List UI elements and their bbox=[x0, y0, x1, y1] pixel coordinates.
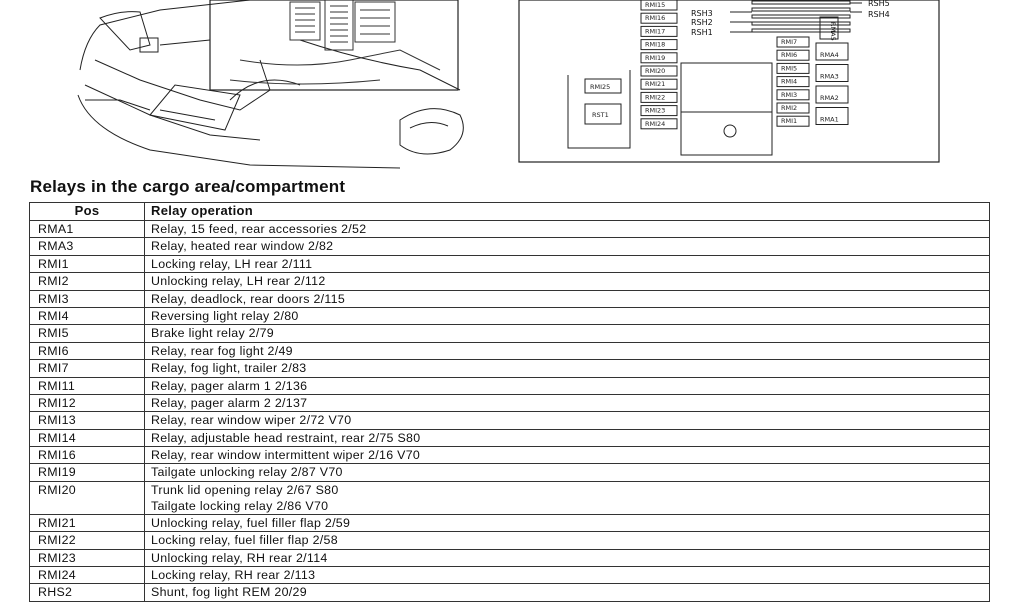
relay-operation bbox=[145, 307, 990, 324]
relay-operation bbox=[145, 447, 990, 464]
relay-table-body bbox=[30, 221, 990, 602]
relay-box-label: RMI3 bbox=[781, 90, 798, 99]
relay-box-label: RMI5 bbox=[781, 64, 798, 73]
relay-operation-text: Relay, rear window wiper 2/72 V70 bbox=[151, 413, 352, 428]
relay-operation-text: Tailgate locking relay 2/86 V70 bbox=[151, 498, 329, 513]
relay-position: RHS2 bbox=[30, 584, 145, 601]
relay-box-label: RMA1 bbox=[820, 115, 839, 124]
relay-operation-text: Relay, adjustable head restraint, rear 2/75 S80 bbox=[151, 430, 421, 445]
relay-position: RMI7 bbox=[30, 360, 145, 377]
table-row bbox=[30, 549, 990, 566]
relay-operation-text: Unlocking relay, LH rear 2/112 bbox=[151, 274, 326, 289]
relay-operation-text: Tailgate unlocking relay 2/87 V70 bbox=[151, 465, 343, 480]
relay-operation-text: Relay, pager alarm 2 2/137 bbox=[151, 395, 308, 410]
relay-operation bbox=[145, 273, 990, 290]
table-row bbox=[30, 342, 990, 359]
cargo-area-illustration bbox=[78, 0, 463, 168]
table-row bbox=[30, 514, 990, 531]
relay-box-label: RMA2 bbox=[820, 94, 839, 102]
relay-operation bbox=[145, 255, 990, 272]
shunt-label-rsh3: RSH3 bbox=[691, 9, 713, 18]
section-title: Relays in the cargo area/compartment bbox=[30, 177, 346, 196]
relay-operation bbox=[145, 532, 990, 549]
shunt-label-rsh2: RSH2 bbox=[691, 18, 713, 27]
shunt-label-rsh4: RSH4 bbox=[868, 10, 890, 19]
relay-operation bbox=[145, 514, 990, 531]
relay-position: RMI24 bbox=[30, 567, 145, 584]
relay-operation bbox=[145, 412, 990, 429]
relay-operation bbox=[145, 567, 990, 584]
relay-box-label: RMI2 bbox=[781, 104, 798, 112]
relay-box-label: RMI18 bbox=[645, 40, 666, 49]
relay-position: RMA3 bbox=[30, 238, 145, 255]
relay-box-label: RMI17 bbox=[645, 27, 666, 36]
relay-table bbox=[29, 202, 990, 602]
relay-operation-text: Relay, heated rear window 2/82 bbox=[151, 239, 334, 254]
relay-operation-text: Shunt, fog light REM 20/29 bbox=[151, 585, 307, 600]
relay-box-label: RMA4 bbox=[820, 51, 839, 59]
relay-position: RMI23 bbox=[30, 549, 145, 566]
relay-position: RMI2 bbox=[30, 273, 145, 290]
relay-rma5-label: RMA5 bbox=[829, 22, 837, 41]
relay-box-schematic bbox=[519, 0, 939, 162]
table-row bbox=[30, 307, 990, 324]
relay-position: RMA1 bbox=[30, 221, 145, 238]
table-row bbox=[30, 377, 990, 394]
table-row bbox=[30, 429, 990, 446]
relay-operation-text: Relay, rear fog light 2/49 bbox=[151, 343, 293, 358]
relay-box-label: RMI23 bbox=[645, 106, 666, 115]
relay-position: RMI16 bbox=[30, 447, 145, 464]
relay-position: RMI4 bbox=[30, 307, 145, 324]
relay-box-label: RMI16 bbox=[645, 14, 666, 23]
relay-box-label: RMI4 bbox=[781, 77, 798, 86]
table-row bbox=[30, 567, 990, 584]
relay-operation bbox=[145, 238, 990, 255]
relay-box-label: RMI15 bbox=[645, 1, 666, 9]
table-row bbox=[30, 255, 990, 272]
relay-box-label: RMI24 bbox=[645, 119, 666, 128]
table-row bbox=[30, 273, 990, 290]
relay-operation-text: Brake light relay 2/79 bbox=[151, 326, 274, 341]
relay-operation-text: Reversing light relay 2/80 bbox=[151, 308, 299, 323]
table-row bbox=[30, 360, 990, 377]
relay-position: RMI5 bbox=[30, 325, 145, 342]
table-header-row bbox=[30, 203, 990, 221]
relay-position: RMI14 bbox=[30, 429, 145, 446]
relay-operation-text: Relay, 15 feed, rear accessories 2/52 bbox=[151, 222, 367, 236]
column-header-operation: Relay operation bbox=[145, 203, 990, 221]
shunt-label-rsh1: RSH1 bbox=[691, 28, 713, 37]
relay-box-label: RMI22 bbox=[645, 93, 666, 102]
relay-operation bbox=[145, 464, 990, 481]
column-header-pos: Pos bbox=[30, 203, 145, 221]
table-row bbox=[30, 481, 990, 514]
relay-box-label: RMI20 bbox=[645, 67, 666, 75]
relay-position: RMI13 bbox=[30, 412, 145, 429]
relay-position: RMI1 bbox=[30, 255, 145, 272]
relay-operation-text: Relay, fog light, trailer 2/83 bbox=[151, 361, 307, 376]
table-row bbox=[30, 584, 990, 601]
relay-location-diagram bbox=[0, 0, 1024, 170]
relay-operation-text: Trunk lid opening relay 2/67 S80 bbox=[151, 482, 339, 497]
relay-position: RMI20 bbox=[30, 481, 145, 514]
table-row bbox=[30, 221, 990, 238]
relay-operation bbox=[145, 429, 990, 446]
relay-operation bbox=[145, 394, 990, 411]
table-row bbox=[30, 447, 990, 464]
relay-operation-text: Locking relay, LH rear 2/111 bbox=[151, 256, 313, 271]
relay-box-label: RMI21 bbox=[645, 80, 666, 89]
relay-operation bbox=[145, 481, 990, 514]
relay-position: RMI3 bbox=[30, 290, 145, 307]
relay-position: RMI6 bbox=[30, 342, 145, 359]
relay-position: RMI21 bbox=[30, 514, 145, 531]
relay-rmi25-label: RMI25 bbox=[590, 83, 611, 91]
relay-column-left bbox=[641, 0, 677, 129]
relay-position: RMI22 bbox=[30, 532, 145, 549]
relay-operation bbox=[145, 221, 990, 238]
relay-box-label: RMI6 bbox=[781, 51, 798, 60]
table-row bbox=[30, 532, 990, 549]
relay-operation bbox=[145, 290, 990, 307]
relay-operation-text: Locking relay, fuel filler flap 2/58 bbox=[151, 533, 338, 548]
relay-operation-text: Relay, rear window intermittent wiper 2/16 V70 bbox=[151, 448, 421, 463]
relay-operation-text: Locking relay, RH rear 2/113 bbox=[151, 568, 316, 583]
table-row bbox=[30, 238, 990, 255]
relay-box-label: RMI19 bbox=[645, 53, 666, 62]
table-row bbox=[30, 290, 990, 307]
relay-box-label: RMA3 bbox=[820, 72, 839, 81]
relay-column-far-right bbox=[816, 43, 848, 125]
relay-position: RMI12 bbox=[30, 394, 145, 411]
relay-column-right bbox=[777, 37, 809, 126]
relay-operation bbox=[145, 377, 990, 394]
table-row bbox=[30, 325, 990, 342]
relay-operation-text: Unlocking relay, RH rear 2/114 bbox=[151, 550, 328, 565]
relay-operation bbox=[145, 360, 990, 377]
shunt-label-rsh5: RSH5 bbox=[868, 0, 890, 8]
relay-box-label: RMI7 bbox=[781, 38, 798, 46]
table-row bbox=[30, 412, 990, 429]
relay-rst1-label: RST1 bbox=[592, 111, 609, 119]
relay-operation-text: Relay, pager alarm 1 2/136 bbox=[151, 378, 308, 393]
relay-box-label: RMI1 bbox=[781, 117, 798, 126]
relay-operation-text: Unlocking relay, fuel filler flap 2/59 bbox=[151, 515, 351, 530]
relay-operation bbox=[145, 325, 990, 342]
table-row bbox=[30, 464, 990, 481]
relay-position: RMI19 bbox=[30, 464, 145, 481]
relay-operation-text: Relay, deadlock, rear doors 2/115 bbox=[151, 291, 346, 306]
relay-operation bbox=[145, 584, 990, 601]
relay-position: RMI11 bbox=[30, 377, 145, 394]
table-row bbox=[30, 394, 990, 411]
relay-operation bbox=[145, 549, 990, 566]
relay-operation bbox=[145, 342, 990, 359]
